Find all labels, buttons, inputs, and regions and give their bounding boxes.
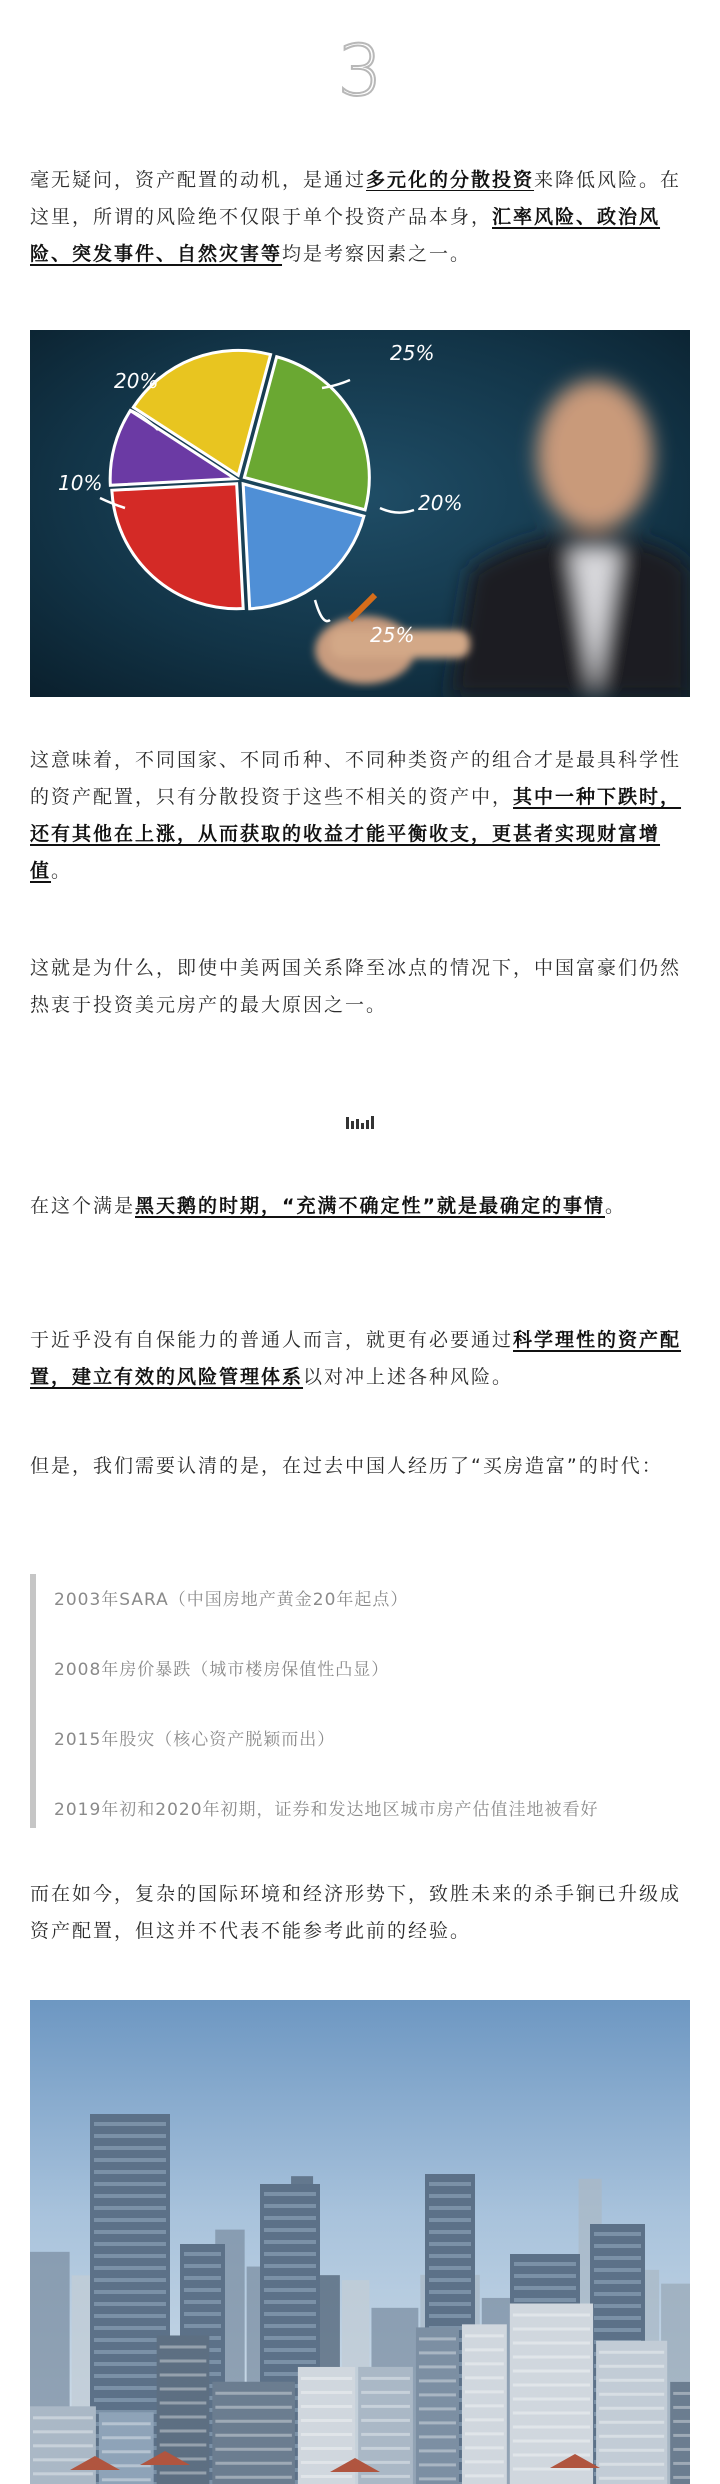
window-row xyxy=(361,2475,410,2478)
window-row xyxy=(102,2478,151,2481)
window-row xyxy=(301,2377,352,2380)
building xyxy=(670,2382,690,2484)
city-skyline-photo xyxy=(30,2000,690,2484)
window-row xyxy=(33,2472,93,2475)
window-row xyxy=(94,2278,166,2282)
window-row xyxy=(513,2328,590,2331)
window-row xyxy=(184,2252,221,2256)
window-row xyxy=(264,2252,316,2256)
window-row xyxy=(215,2462,292,2465)
window-row xyxy=(513,2356,590,2359)
window-row xyxy=(184,2264,221,2268)
window-row xyxy=(215,2448,292,2451)
window-row xyxy=(429,2302,471,2306)
window-row xyxy=(160,2387,207,2390)
building xyxy=(510,2304,593,2484)
text-run: 。 xyxy=(51,860,73,882)
window-row xyxy=(594,2328,641,2332)
window-row xyxy=(215,2476,292,2479)
window-row xyxy=(465,2446,504,2449)
window-row xyxy=(160,2415,207,2418)
pie-chart-illustration xyxy=(30,330,690,697)
window-row xyxy=(33,2458,93,2461)
text-run: 均是考察因素之一。 xyxy=(282,243,472,265)
window-row xyxy=(94,2338,166,2342)
window-row xyxy=(429,2230,471,2234)
window-row xyxy=(599,2463,664,2466)
window-row xyxy=(599,2421,664,2424)
window-row xyxy=(594,2244,641,2248)
window-row xyxy=(419,2337,456,2340)
window-row xyxy=(673,2392,690,2395)
window-row xyxy=(599,2477,664,2480)
window-row xyxy=(513,2314,590,2317)
window-row xyxy=(301,2405,352,2408)
window-row xyxy=(102,2436,151,2439)
window-row xyxy=(419,2435,456,2438)
window-row xyxy=(429,2218,471,2222)
window-row xyxy=(465,2404,504,2407)
text-run: 来降低风险。在这里，所谓的风险绝不仅限于单个投资产品本身， xyxy=(30,169,682,228)
window-row xyxy=(94,2158,166,2162)
pie-slice-label: 25% xyxy=(390,341,435,365)
window-row xyxy=(160,2401,207,2404)
window-row xyxy=(429,2278,471,2282)
window-row xyxy=(215,2420,292,2423)
window-row xyxy=(594,2292,641,2296)
window-row xyxy=(429,2314,471,2318)
bold-text: 多元化的分散投资 xyxy=(366,169,535,191)
window-row xyxy=(301,2475,352,2478)
window-row xyxy=(94,2374,166,2378)
text-run: 。 xyxy=(605,1195,627,1217)
paragraph-black-swan xyxy=(30,1188,690,1225)
window-row xyxy=(513,2342,590,2345)
window-row xyxy=(429,2242,471,2246)
bar-divider-icon xyxy=(346,1115,376,1129)
window-row xyxy=(599,2351,664,2354)
window-row xyxy=(264,2348,316,2352)
text-run: 这意味着，不同国家、不同币种、不同种类资产的组合才是最具科学性的资产配置，只有分散投资于这些不相关的资产中， xyxy=(30,749,682,808)
paragraph-portfolio xyxy=(30,742,690,890)
window-row xyxy=(514,2262,576,2266)
quote-item: 2003年SARA（中国房地产黄金20年起点） xyxy=(54,1590,409,1610)
window-row xyxy=(594,2232,641,2236)
window-row xyxy=(264,2312,316,2316)
paragraph-risk-management xyxy=(30,1322,690,1396)
pie-slice-label: 25% xyxy=(370,623,415,647)
window-row xyxy=(160,2471,207,2474)
window-row xyxy=(513,2440,590,2443)
window-row xyxy=(264,2240,316,2244)
window-row xyxy=(361,2433,410,2436)
window-row xyxy=(184,2288,221,2292)
window-row xyxy=(264,2300,316,2304)
building xyxy=(212,2382,295,2484)
window-row xyxy=(594,2280,641,2284)
window-row xyxy=(94,2182,166,2186)
quote-item: 2019年初和2020年初期，证券和发达地区城市房产估值洼地被看好 xyxy=(54,1800,599,1820)
window-row xyxy=(184,2312,221,2316)
window-row xyxy=(594,2304,641,2308)
bold-underlined-text: 汇率风险、政治风险、突发事件、自然灾害等 xyxy=(30,206,661,265)
window-row xyxy=(94,2134,166,2138)
window-row xyxy=(94,2122,166,2126)
window-row xyxy=(94,2350,166,2354)
window-row xyxy=(301,2461,352,2464)
window-row xyxy=(94,2326,166,2330)
window-row xyxy=(513,2384,590,2387)
window-row xyxy=(594,2268,641,2272)
window-row xyxy=(429,2266,471,2270)
pie-slice-label: 20% xyxy=(418,491,463,515)
window-row xyxy=(264,2264,316,2268)
window-row xyxy=(429,2206,471,2210)
window-row xyxy=(361,2419,410,2422)
window-row xyxy=(264,2276,316,2280)
window-row xyxy=(33,2430,93,2433)
window-row xyxy=(301,2419,352,2422)
paragraph-era: 但是，我们需要认清的是，在过去中国人经历了“买房造富”的时代： xyxy=(30,1455,663,1477)
window-row xyxy=(419,2351,456,2354)
window-row xyxy=(94,2362,166,2366)
window-row xyxy=(514,2274,576,2278)
paragraph-china-us: 这就是为什么，即使中美两国关系降至冰点的情况下，中国富豪们仍然热衷于投资美元房产的最大原因之一。 xyxy=(30,957,682,1016)
paragraph-diversification xyxy=(30,162,690,273)
window-row xyxy=(94,2146,166,2150)
window-row xyxy=(465,2348,504,2351)
window-row xyxy=(94,2230,166,2234)
window-row xyxy=(94,2254,166,2258)
building xyxy=(596,2341,667,2484)
window-row xyxy=(264,2228,316,2232)
window-row xyxy=(513,2370,590,2373)
timeline-quote xyxy=(30,1574,690,1828)
city-skyline-illustration xyxy=(30,2000,690,2484)
window-row xyxy=(429,2290,471,2294)
window-row xyxy=(264,2192,316,2196)
window-row xyxy=(419,2449,456,2452)
text-run: 于近乎没有自保能力的普通人而言，就更有必要通过 xyxy=(30,1329,514,1351)
window-row xyxy=(102,2422,151,2425)
window-row xyxy=(599,2407,664,2410)
text-run: 以对冲上述各种风险。 xyxy=(303,1366,514,1388)
window-row xyxy=(514,2286,576,2290)
window-row xyxy=(215,2406,292,2409)
window-row xyxy=(673,2420,690,2423)
window-row xyxy=(599,2379,664,2382)
window-row xyxy=(184,2300,221,2304)
section-number: 3 xyxy=(337,30,383,112)
window-row xyxy=(419,2393,456,2396)
window-row xyxy=(361,2447,410,2450)
window-row xyxy=(513,2398,590,2401)
window-row xyxy=(264,2336,316,2340)
window-row xyxy=(599,2435,664,2438)
window-row xyxy=(264,2288,316,2292)
window-row xyxy=(301,2391,352,2394)
text-run: 在这个满是 xyxy=(30,1195,136,1217)
window-row xyxy=(594,2256,641,2260)
window-row xyxy=(264,2216,316,2220)
window-row xyxy=(301,2433,352,2436)
building xyxy=(416,2327,459,2484)
window-row xyxy=(94,2218,166,2222)
window-row xyxy=(419,2379,456,2382)
window-row xyxy=(673,2476,690,2479)
pie-slice-label: 10% xyxy=(58,471,103,495)
window-row xyxy=(419,2477,456,2480)
window-row xyxy=(514,2298,576,2302)
window-row xyxy=(264,2204,316,2208)
window-row xyxy=(599,2449,664,2452)
window-row xyxy=(465,2376,504,2379)
window-row xyxy=(465,2474,504,2477)
window-row xyxy=(513,2426,590,2429)
window-row xyxy=(264,2360,316,2364)
window-row xyxy=(429,2254,471,2258)
window-row xyxy=(513,2412,590,2415)
window-row xyxy=(465,2460,504,2463)
window-row xyxy=(429,2182,471,2186)
window-row xyxy=(94,2170,166,2174)
pie-chart-photo xyxy=(30,330,690,697)
window-row xyxy=(419,2463,456,2466)
bold-underlined-text: 黑天鹅的时期，“充满不确定性”就是最确定的事情 xyxy=(135,1195,605,1217)
window-row xyxy=(94,2266,166,2270)
window-row xyxy=(94,2398,166,2402)
window-row xyxy=(465,2390,504,2393)
bold-underlined-text: 其中一种下跌时，还有其他在上涨，从而获取的收益才能平衡收支，更甚者实现财富增值 xyxy=(30,786,682,882)
window-row xyxy=(94,2194,166,2198)
window-row xyxy=(673,2406,690,2409)
window-row xyxy=(599,2393,664,2396)
window-row xyxy=(102,2450,151,2453)
text-run: 毫无疑问，资产配置的动机，是通过 xyxy=(30,169,367,191)
window-row xyxy=(419,2421,456,2424)
window-row xyxy=(160,2345,207,2348)
quote-item: 2015年股灾（核心资产脱颖而出） xyxy=(54,1730,336,1750)
window-row xyxy=(160,2429,207,2432)
window-row xyxy=(465,2432,504,2435)
window-row xyxy=(160,2443,207,2446)
window-row xyxy=(361,2377,410,2380)
window-row xyxy=(361,2461,410,2464)
pie-slice-label: 20% xyxy=(114,369,159,393)
window-row xyxy=(673,2448,690,2451)
window-row xyxy=(215,2434,292,2437)
window-row xyxy=(465,2418,504,2421)
window-row xyxy=(301,2447,352,2450)
window-row xyxy=(419,2365,456,2368)
window-row xyxy=(594,2316,641,2320)
window-row xyxy=(215,2392,292,2395)
window-row xyxy=(264,2324,316,2328)
building xyxy=(462,2324,507,2484)
window-row xyxy=(361,2405,410,2408)
window-row xyxy=(361,2391,410,2394)
window-row xyxy=(94,2302,166,2306)
window-row xyxy=(94,2314,166,2318)
window-row xyxy=(33,2416,93,2419)
window-row xyxy=(673,2434,690,2437)
quote-item: 2008年房价暴跌（城市楼房保值性凸显） xyxy=(54,1660,390,1680)
window-row xyxy=(465,2362,504,2365)
window-row xyxy=(429,2194,471,2198)
window-row xyxy=(419,2407,456,2410)
window-row xyxy=(94,2290,166,2294)
bold-underlined-text: 科学理性的资产配置，建立有效的风险管理体系 xyxy=(30,1329,682,1388)
paragraph-future: 而在如今，复杂的国际环境和经济形势下，致胜未来的杀手锏已升级成资产配置，但这并不代表不能参考此前的经验。 xyxy=(30,1883,682,1942)
window-row xyxy=(160,2373,207,2376)
window-row xyxy=(184,2276,221,2280)
window-row xyxy=(599,2365,664,2368)
window-row xyxy=(184,2324,221,2328)
window-row xyxy=(94,2386,166,2390)
window-row xyxy=(160,2359,207,2362)
window-row xyxy=(673,2462,690,2465)
window-row xyxy=(94,2242,166,2246)
window-row xyxy=(94,2206,166,2210)
window-row xyxy=(465,2334,504,2337)
window-row xyxy=(33,2444,93,2447)
